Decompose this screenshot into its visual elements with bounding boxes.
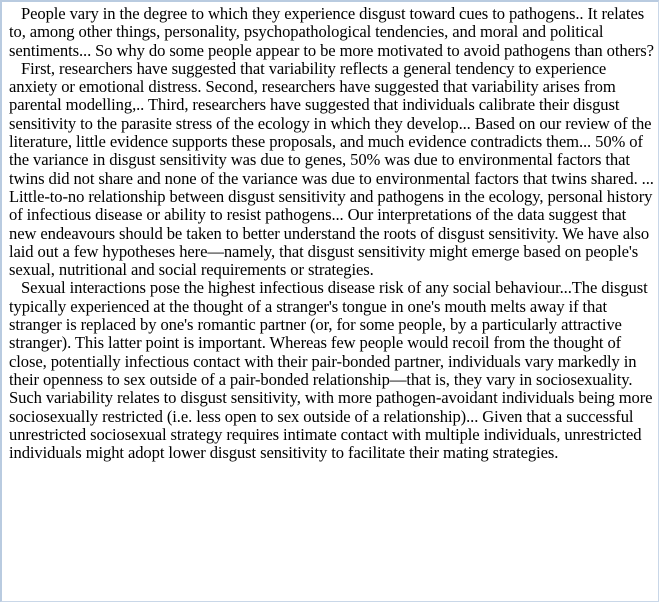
paragraph-pathogen-disgust-intro: People vary in the degree to which they experience disgust toward cues to pathogens.. It relates to, among other things, personality, psychopathological tendencies, and moral and political sentiments... So why do some people appear to be more motivated to avoid pathogens than others? [9, 4, 654, 60]
paragraph-sexual-interactions: Sexual interactions pose the highest infectious disease risk of any social behaviour...The disgust typically experienced at the thought of a stranger's tongue in one's mouth melts away if that stranger is replaced by one's romantic partner (or, for some people, by a particularly attractive stranger). This latter point is important. Whereas few people would recoil from the thought of close, potentially infectious contact with their pair-bonded partner, individuals vary markedly in their openness to sex outside of a pair-bonded relationship—that is, they vary in sociosexuality. Such variability relates to disgust sensitivity, with more pathogen-avoidant individuals being more sociosexually restricted (i.e. less open to sex outside of a relationship)... Given that a successful unrestricted sociosexual strategy requires intimate contact with multiple individuals, unrestricted individuals might adopt lower disgust sensitivity to facilitate their mating strategies. [9, 278, 653, 463]
paragraph-variability-explanations: First, researchers have suggested that variability reflects a general tendency to experience anxiety or emotional distress. Second, researchers have suggested that variability arises from parental modelling,.. Third, researchers have suggested that individuals calibrate their disgust sensitivity to the parasite stress of the ecology in which they develop... Based on our review of the literature, little evidence supports these proposals, and much evidence contradicts them... 50% of the variance in disgust sensitivity was due to genes, 50% was due to environmental factors that twins did not share and none of the variance was due to environmental factors that twins shared. ... Little-to-no relationship between disgust sensitivity and pathogens in the ecology, personal history of infectious disease or ability to resist pathogens... Our interpretations of the data suggest that new endeavours should be taken to better understand the roots of disgust sensitivity. We have also laid out a few hypotheses here—namely, that disgust sensitivity might emerge based on people's sexual, nutritional and social requirements or strategies. [9, 58, 654, 280]
document-body [9, 5, 657, 462]
